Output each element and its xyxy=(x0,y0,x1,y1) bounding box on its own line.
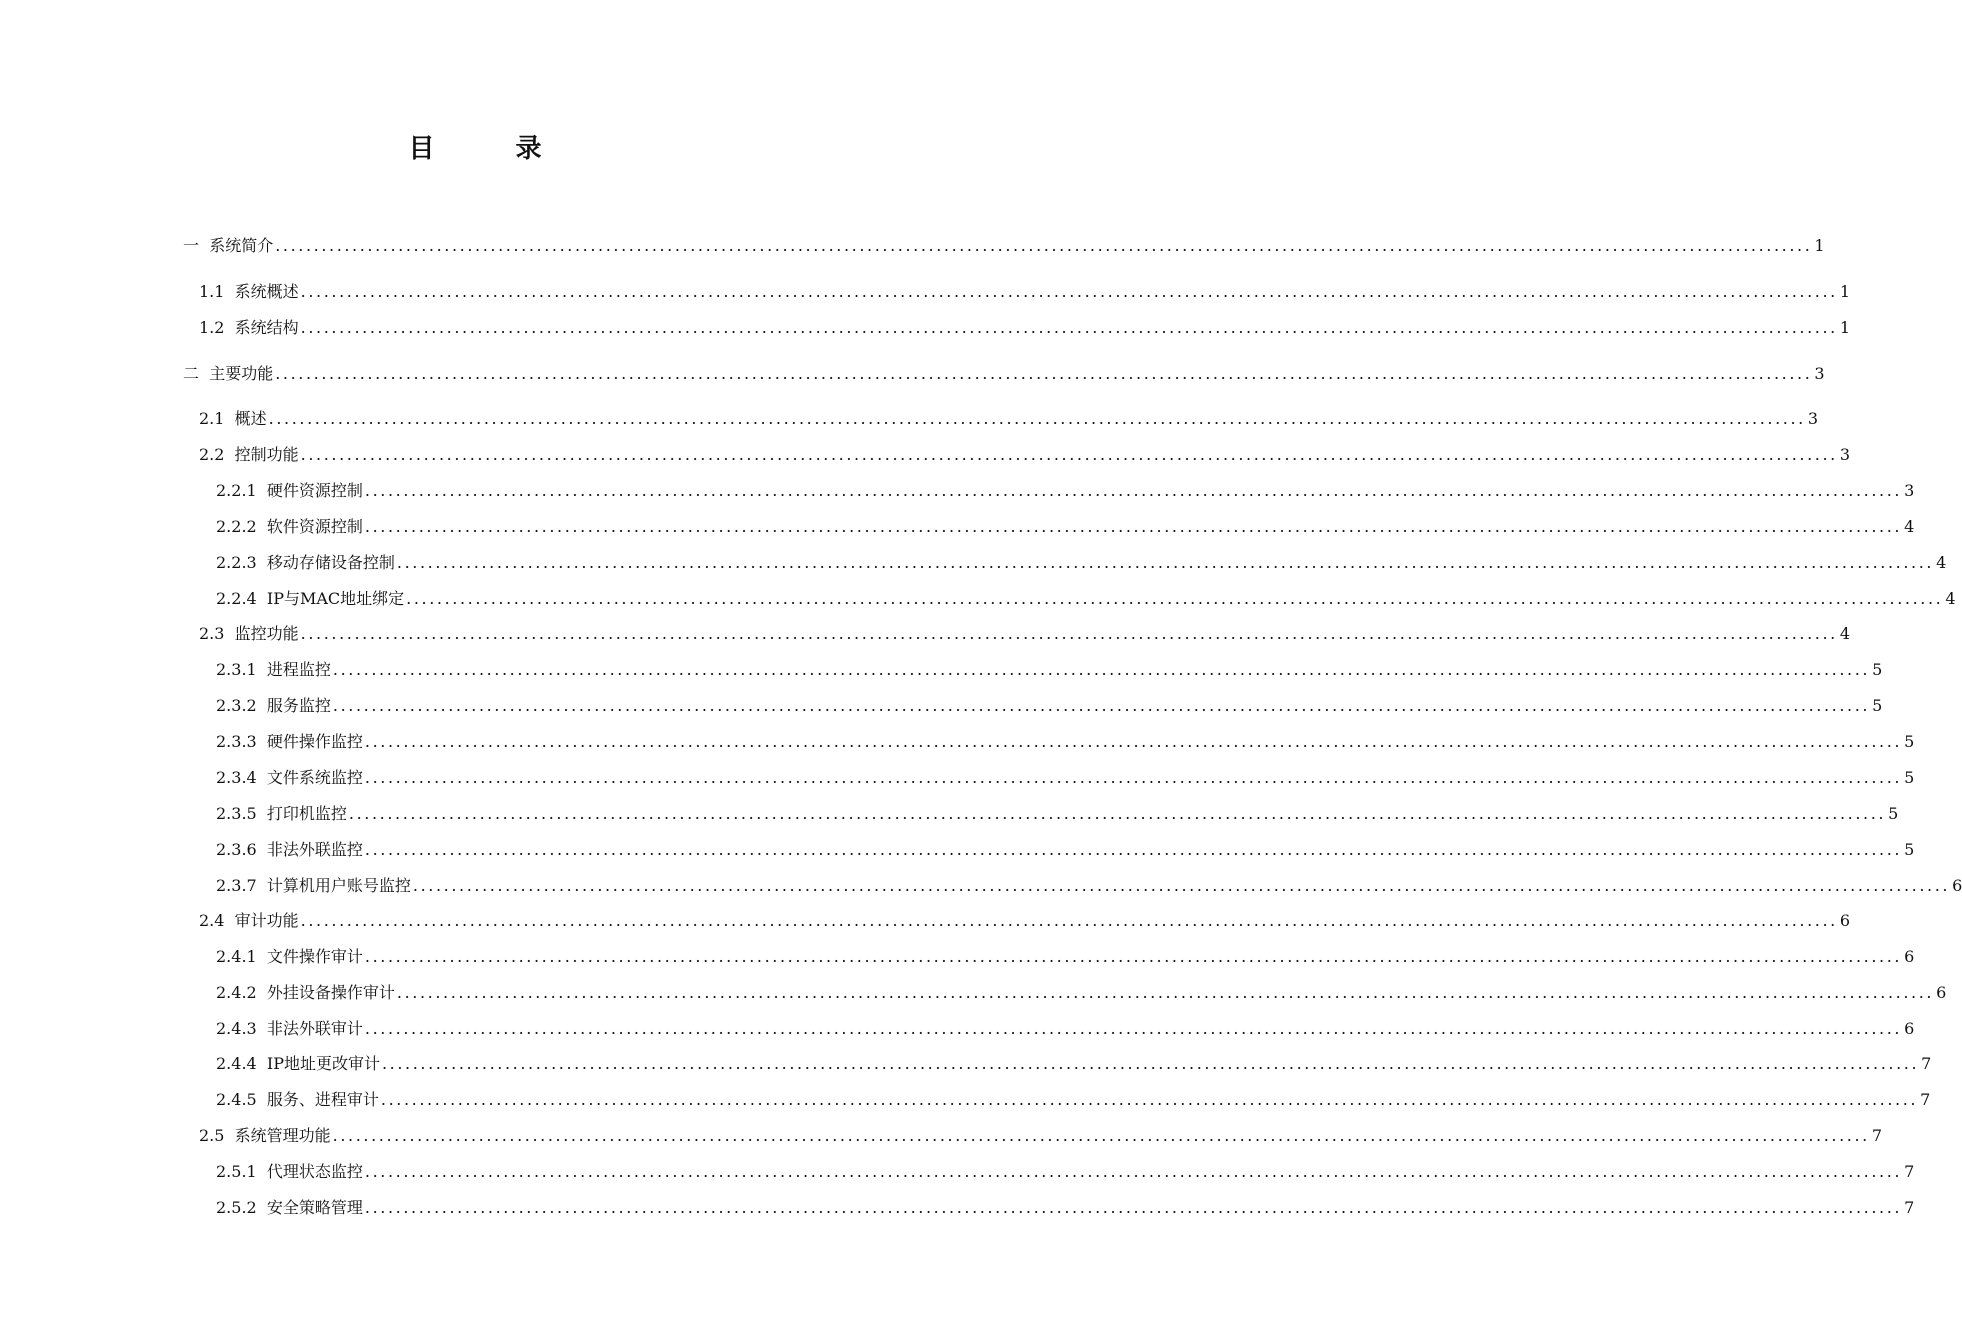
toc-entry-number: 2.3.4 xyxy=(216,768,267,787)
toc-entry-number: 一 xyxy=(183,236,210,255)
toc-leader-dots: ........................................................................................................................................................................................................ xyxy=(364,1162,1903,1181)
toc-entry-label: 服务、进程审计 xyxy=(266,1090,379,1109)
toc-entry-page: 5 xyxy=(1872,660,1883,679)
toc-entry-number: 2.4.1 xyxy=(216,947,267,966)
toc-entry-page: 4 xyxy=(1904,517,1915,536)
toc-entry[interactable] xyxy=(183,360,1825,384)
toc-entry-label: 系统结构 xyxy=(234,318,299,337)
toc-leader-dots: ........................................................................................................................................................................................................ xyxy=(300,318,1838,337)
toc-entry-number: 2.4.4 xyxy=(216,1054,267,1073)
toc-entry-label: 进程监控 xyxy=(266,660,331,679)
toc-leader-dots: ........................................................................................................................................................................................................ xyxy=(364,481,1903,500)
toc-leader-dots: ........................................................................................................................................................................................................ xyxy=(396,553,1935,572)
toc-entry[interactable] xyxy=(216,943,1915,967)
toc-entry[interactable] xyxy=(216,872,1962,896)
toc-entry-page: 7 xyxy=(1921,1054,1932,1073)
toc-leader-dots: ........................................................................................................................................................................................................ xyxy=(380,1090,1919,1109)
toc-entry-page: 3 xyxy=(1814,364,1825,383)
toc-entry-number: 2.3.6 xyxy=(216,840,267,859)
toc-entry-page: 7 xyxy=(1920,1090,1931,1109)
toc-entry[interactable] xyxy=(216,1194,1915,1218)
toc-leader-dots: ........................................................................................................................................................................................................ xyxy=(406,589,1944,608)
toc-entry[interactable] xyxy=(199,1122,1883,1146)
toc-entry-page: 6 xyxy=(1952,876,1962,895)
toc-entry-number: 2.5.1 xyxy=(216,1162,267,1181)
toc-entry[interactable] xyxy=(199,278,1851,302)
toc-entry-label: 审计功能 xyxy=(234,911,299,930)
toc-entry-number: 2.2.1 xyxy=(216,481,267,500)
toc-entry-label: 系统管理功能 xyxy=(234,1126,331,1145)
toc-entry[interactable] xyxy=(216,549,1947,573)
toc-entry-number: 2.3 xyxy=(199,624,235,643)
toc-entry[interactable] xyxy=(183,232,1825,256)
toc-entry-label: 移动存储设备控制 xyxy=(266,553,395,572)
toc-leader-dots: ........................................................................................................................................................................................................ xyxy=(412,876,1951,895)
toc-entry[interactable] xyxy=(216,836,1915,860)
toc-entry-number: 2.3.1 xyxy=(216,660,267,679)
toc-entry[interactable] xyxy=(216,656,1883,680)
toc-entry[interactable] xyxy=(216,1015,1915,1039)
toc-entry-number: 二 xyxy=(183,364,210,383)
toc-leader-dots: ........................................................................................................................................................................................................ xyxy=(275,236,1813,255)
toc-leader-dots: ........................................................................................................................................................................................................ xyxy=(364,947,1903,966)
toc-entry-label: 软件资源控制 xyxy=(266,517,363,536)
toc-entry-label: 监控功能 xyxy=(234,624,299,643)
toc-entry-page: 1 xyxy=(1839,318,1851,337)
toc-entry-number: 1.2 xyxy=(199,318,235,337)
toc-entry[interactable] xyxy=(199,907,1851,931)
toc-entry-page: 3 xyxy=(1839,445,1851,464)
toc-entry[interactable] xyxy=(216,513,1915,537)
toc-entry[interactable] xyxy=(216,477,1915,501)
toc-leader-dots: ........................................................................................................................................................................................................ xyxy=(268,409,1806,428)
toc-leader-dots: ........................................................................................................................................................................................................ xyxy=(364,840,1903,859)
page-title: 目 录 xyxy=(408,134,578,164)
toc-entry-page: 1 xyxy=(1839,282,1851,301)
toc-entry-number: 2.3.5 xyxy=(216,804,267,823)
toc-entry-page: 3 xyxy=(1807,409,1819,428)
toc-leader-dots: ........................................................................................................................................................................................................ xyxy=(364,1019,1903,1038)
toc-entry-number: 2.4.2 xyxy=(216,983,267,1002)
toc-leader-dots: ........................................................................................................................................................................................................ xyxy=(300,445,1838,464)
toc-entry[interactable] xyxy=(216,728,1915,752)
toc-entry-page: 5 xyxy=(1904,732,1915,751)
toc-entry-label: 概述 xyxy=(234,409,267,428)
toc-entry-page: 7 xyxy=(1904,1198,1915,1217)
toc-entry-number: 2.2.4 xyxy=(216,589,267,608)
toc-entry-label: IP地址更改审计 xyxy=(266,1054,380,1073)
toc-entry[interactable] xyxy=(199,441,1851,465)
toc-entry-label: 系统概述 xyxy=(234,282,299,301)
toc-entry-label: 文件系统监控 xyxy=(266,768,363,787)
toc-entry-number: 2.5.2 xyxy=(216,1198,267,1217)
toc-entry[interactable] xyxy=(216,979,1947,1003)
toc-entry[interactable] xyxy=(216,692,1883,716)
toc-entry-page: 4 xyxy=(1936,553,1947,572)
toc-entry-label: 安全策略管理 xyxy=(266,1198,363,1217)
toc-entry[interactable] xyxy=(199,620,1851,644)
toc-leader-dots: ........................................................................................................................................................................................................ xyxy=(364,1198,1903,1217)
toc-leader-dots: ........................................................................................................................................................................................................ xyxy=(300,282,1838,301)
toc-leader-dots: ........................................................................................................................................................................................................ xyxy=(364,517,1903,536)
toc-entry-number: 2.3.7 xyxy=(216,876,267,895)
toc-entry-label: 主要功能 xyxy=(209,364,274,383)
toc-entry-page: 1 xyxy=(1814,236,1825,255)
toc-leader-dots: ........................................................................................................................................................................................................ xyxy=(300,911,1838,930)
toc-entry-label: 硬件资源控制 xyxy=(266,481,363,500)
toc-leader-dots: ........................................................................................................................................................................................................ xyxy=(332,660,1871,679)
toc-entry-number: 1.1 xyxy=(199,282,235,301)
toc-entry-page: 5 xyxy=(1888,804,1899,823)
toc-entry-number: 2.3.3 xyxy=(216,732,267,751)
toc-entry-label: 服务监控 xyxy=(266,696,331,715)
toc-entry-label: 非法外联监控 xyxy=(266,840,363,859)
toc-leader-dots: ........................................................................................................................................................................................................ xyxy=(364,732,1903,751)
toc-entry[interactable] xyxy=(216,585,1956,609)
toc-entry-page: 5 xyxy=(1904,768,1915,787)
toc-entry-number: 2.2.2 xyxy=(216,517,267,536)
toc-entry-number: 2.2 xyxy=(199,445,235,464)
toc-entry-label: 文件操作审计 xyxy=(266,947,363,966)
toc-entry-label: 计算机用户账号监控 xyxy=(266,876,411,895)
toc-entry-page: 4 xyxy=(1945,589,1956,608)
toc-entry-page: 6 xyxy=(1839,911,1851,930)
toc-leader-dots: ........................................................................................................................................................................................................ xyxy=(364,768,1903,787)
toc-entry-label: 系统简介 xyxy=(209,236,274,255)
toc-entry[interactable] xyxy=(216,1158,1915,1182)
toc-entry-page: 4 xyxy=(1839,624,1851,643)
toc-entry[interactable] xyxy=(199,314,1851,338)
toc-entry-label: 非法外联审计 xyxy=(266,1019,363,1038)
toc-leader-dots: ........................................................................................................................................................................................................ xyxy=(332,696,1871,715)
toc-entry[interactable] xyxy=(216,1086,1931,1110)
toc-entry-page: 3 xyxy=(1904,481,1915,500)
toc-entry-page: 6 xyxy=(1936,983,1947,1002)
toc-leader-dots: ........................................................................................................................................................................................................ xyxy=(300,624,1838,643)
toc-entry-number: 2.1 xyxy=(199,409,235,428)
toc-leader-dots: ........................................................................................................................................................................................................ xyxy=(381,1054,1920,1073)
toc-entry-page: 7 xyxy=(1904,1162,1915,1181)
toc-entry-label: 外挂设备操作审计 xyxy=(266,983,395,1002)
toc-entry-number: 2.4.3 xyxy=(216,1019,267,1038)
toc-entry[interactable] xyxy=(199,405,1819,429)
toc-entry[interactable] xyxy=(216,1050,1932,1074)
toc-entry-page: 7 xyxy=(1871,1126,1883,1145)
toc-entry-label: IP与MAC地址绑定 xyxy=(266,589,405,608)
toc-leader-dots: ........................................................................................................................................................................................................ xyxy=(396,983,1935,1002)
toc-entry[interactable] xyxy=(216,764,1915,788)
toc-entry-label: 打印机监控 xyxy=(266,804,347,823)
toc-entry-number: 2.4.5 xyxy=(216,1090,267,1109)
toc-entry-label: 代理状态监控 xyxy=(266,1162,363,1181)
toc-entry-number: 2.2.3 xyxy=(216,553,267,572)
toc-entry-number: 2.3.2 xyxy=(216,696,267,715)
toc-entry-page: 6 xyxy=(1904,947,1915,966)
toc-entry-label: 控制功能 xyxy=(234,445,299,464)
toc-entry-page: 5 xyxy=(1872,696,1883,715)
toc-leader-dots: ........................................................................................................................................................................................................ xyxy=(332,1126,1870,1145)
toc-entry-label: 硬件操作监控 xyxy=(266,732,363,751)
toc-entry-page: 5 xyxy=(1904,840,1915,859)
toc-leader-dots: ........................................................................................................................................................................................................ xyxy=(348,804,1887,823)
toc-entry-page: 6 xyxy=(1904,1019,1915,1038)
toc-entry-number: 2.4 xyxy=(199,911,235,930)
toc-entry[interactable] xyxy=(216,800,1899,824)
toc-leader-dots: ........................................................................................................................................................................................................ xyxy=(275,364,1813,383)
toc-entry-number: 2.5 xyxy=(199,1126,235,1145)
